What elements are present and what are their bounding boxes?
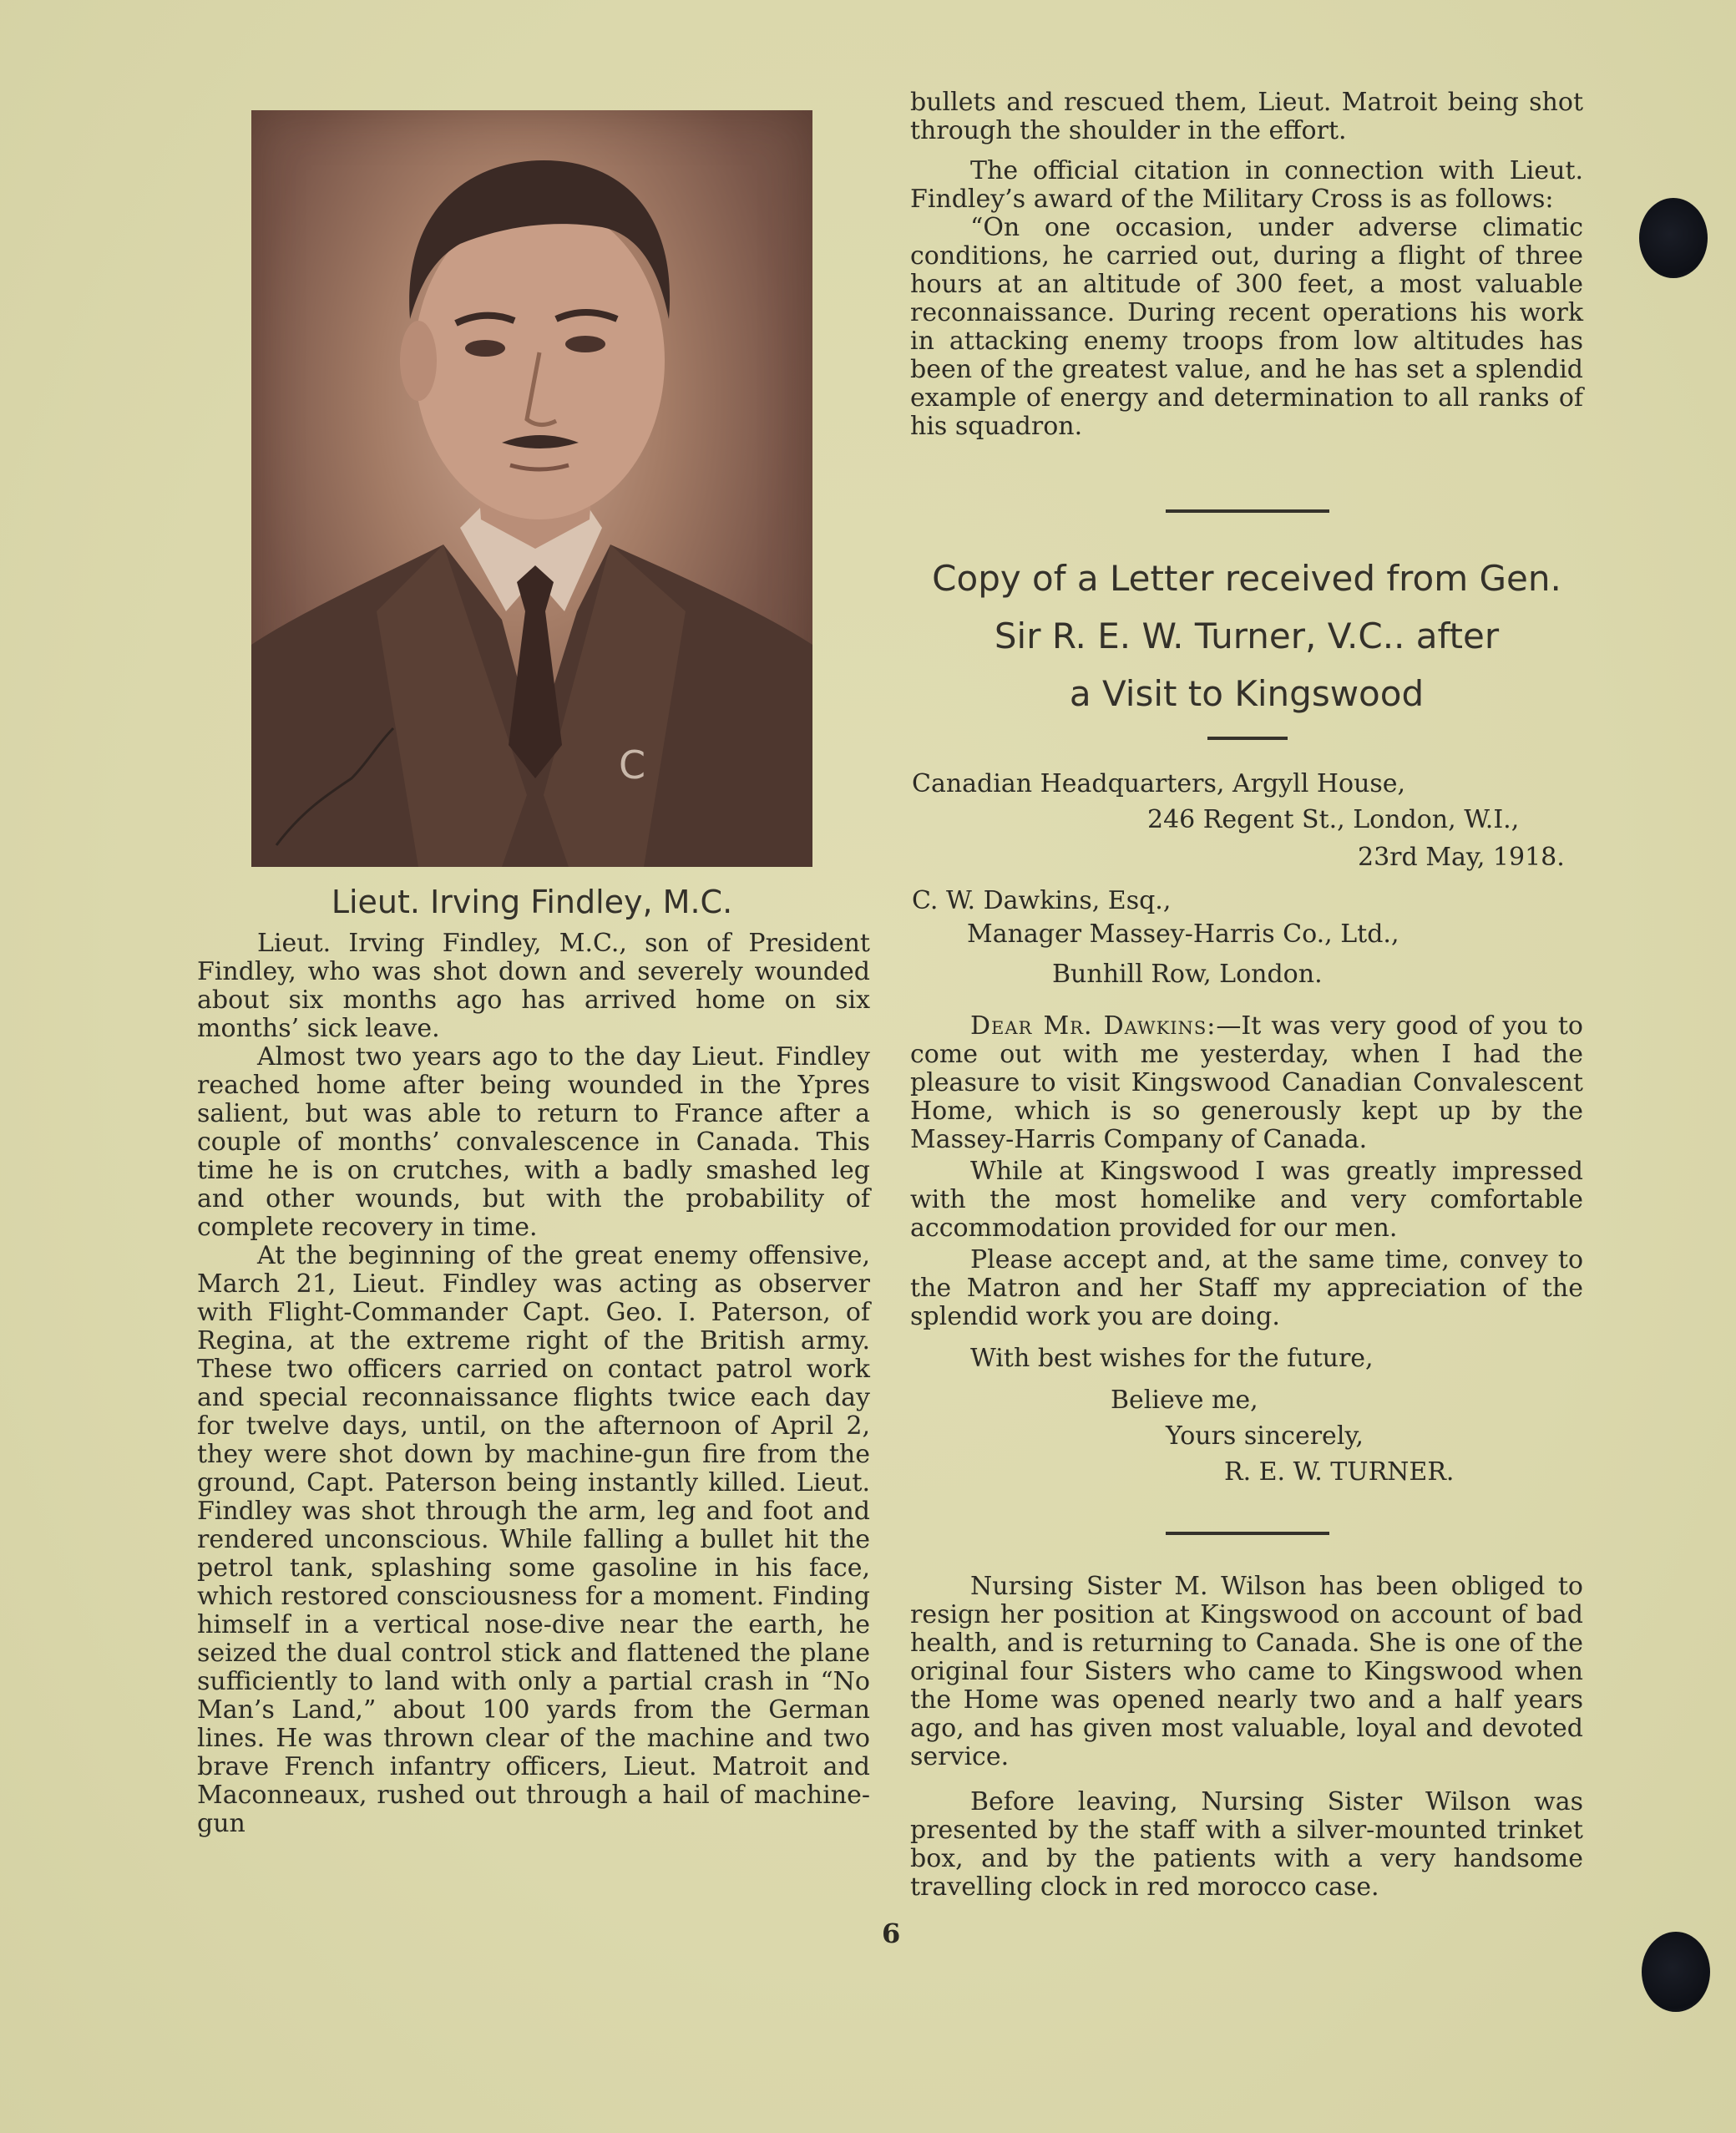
section-divider-2 <box>1166 1532 1329 1535</box>
portrait-photo <box>251 110 812 867</box>
right-column-top <box>910 89 1583 441</box>
letter-salutation: Dear Mr. Dawkins: <box>970 1011 1217 1041</box>
letter-closing-wish: With best wishes for the future, <box>970 1344 1374 1373</box>
section-divider-1 <box>1166 509 1329 513</box>
article-paragraph-3: At the beginning of the great enemy offensive, March 21, Lieut. Findley was acting as observer with Flight-Commander Capt. Geo. I. Paterson, of Regina, at the extreme right of the British army. These two officers carried on contact patrol work and special reconnaissance flights twice each day for twelve days, until, on the afternoon of April 2, they were shot down by machine-gun fire from the ground, Capt. Paterson being instantly killed. Lieut. Findley was shot through the arm, leg and foot and rendered unconscious. While falling a bullet hit the petrol tank, splashing some gasoline in his face, which restored consciousness for a moment. Finding himself in a vertical nose-dive near the earth, he seized the dual control stick and flattened the plane sufficiently to land with only a partial crash in “No Man’s Land,” about 100 yards from the German lines. He was thrown clear of the machine and two brave French infantry officers, Lieut. Matroit and Maconneaux, rushed out through a hail of machine-gun <box>197 1241 870 1838</box>
svg-text:C: C <box>619 742 646 788</box>
letter-signature: R. E. W. TURNER. <box>1224 1457 1455 1487</box>
letter-recipient-line-1: C. W. Dawkins, Esq., <box>912 886 1172 915</box>
citation-intro: The official citation in connection with Lieut. Findley’s award of the Military Cross is as follows: <box>910 156 1583 214</box>
letter-recipient-line-3: Bunhill Row, London. <box>1052 960 1323 989</box>
letter-yours: Yours sincerely, <box>1166 1421 1364 1451</box>
portrait-illustration <box>251 110 812 867</box>
heading-underline <box>1207 737 1288 740</box>
article-continuation: bullets and rescued them, Lieut. Matroit being shot through the shoulder in the effort. <box>910 88 1583 145</box>
letter-paragraph-1-text: It was very good of you to come out with me yesterday, when I had the pleasure to visit Kingswood Canadian Convalescent Home, which is so generously kept up by the Massey-Harris Company of Canada. <box>910 1011 1583 1154</box>
letter-address-line-1: Canadian Headquarters, Argyll House, <box>912 769 1406 798</box>
citation-text: “On one occasion, under adverse climatic conditions, he carried out, during a flight of three hours at an altitude of 300 feet, a most valuable reconnaissance. During recent operations his work in attacking enemy troops from low altitudes has been of the greatest value, and he has set a splendid example of energy and determination to all ranks of his squadron. <box>910 213 1583 441</box>
letter-heading-line-1: Copy of a Letter received from Gen. <box>932 558 1561 599</box>
letter-address-line-2: 246 Regent St., London, W.I., <box>1147 805 1520 834</box>
binder-hole-top <box>1639 198 1708 278</box>
wilson-paragraph-1: Nursing Sister M. Wilson has been obliged to resign her position at Kingswood on account of bad health, and is returning to Canada. She is one of the original four Sisters who came to Kingswood when the Home was opened nearly two and a half years ago, and has given most valuable, loyal and devoted service. <box>910 1572 1583 1771</box>
letter-body <box>910 1012 1583 1331</box>
article-paragraph-1: Lieut. Irving Findley, M.C., son of President Findley, who was shot down and severely wounded about six months ago has arrived home on six months’ sick leave. <box>197 929 870 1043</box>
page-number: 6 <box>882 1918 901 1949</box>
letter-heading-line-3: a Visit to Kingswood <box>1069 673 1425 714</box>
photo-caption: Lieut. Irving Findley, M.C. <box>331 884 733 920</box>
binder-hole-bottom <box>1642 1932 1710 2012</box>
left-column-article <box>197 930 870 1838</box>
letter-paragraph-1: Dear Mr. Dawkins:—It was very good of you to come out with me yesterday, when I had the pleasure to visit Kingswood Canadian Convalescent Home, which is so generously kept up by the Massey-Harris Company of Canada. <box>910 1011 1583 1154</box>
letter-heading-line-2: Sir R. E. W. Turner, V.C.. after <box>994 616 1500 656</box>
letter-paragraph-3: Please accept and, at the same time, convey to the Matron and her Staff my appreciation of the splendid work you are doing. <box>910 1245 1583 1331</box>
letter-heading <box>910 550 1583 722</box>
article-paragraph-2: Almost two years ago to the day Lieut. Findley reached home after being wounded in the Ypres salient, but was able to return to France after a couple of months’ convalescence in Canada. This time he is on crutches, with a badly smashed leg and other wounds, but with the probability of complete recovery in time. <box>197 1042 870 1242</box>
letter-believe: Believe me, <box>1111 1386 1258 1415</box>
letter-date: 23rd May, 1918. <box>1358 843 1565 872</box>
letter-paragraph-2: While at Kingswood I was greatly impressed with the most homelike and very comfortable accommodation provided for our men. <box>910 1157 1583 1243</box>
right-column-bottom <box>910 1573 1583 1902</box>
letter-recipient-line-2: Manager Massey-Harris Co., Ltd., <box>967 920 1399 949</box>
wilson-paragraph-2: Before leaving, Nursing Sister Wilson was presented by the staff with a silver-mounted trinket box, and by the patients with a very handsome travelling clock in red morocco case. <box>910 1787 1583 1902</box>
